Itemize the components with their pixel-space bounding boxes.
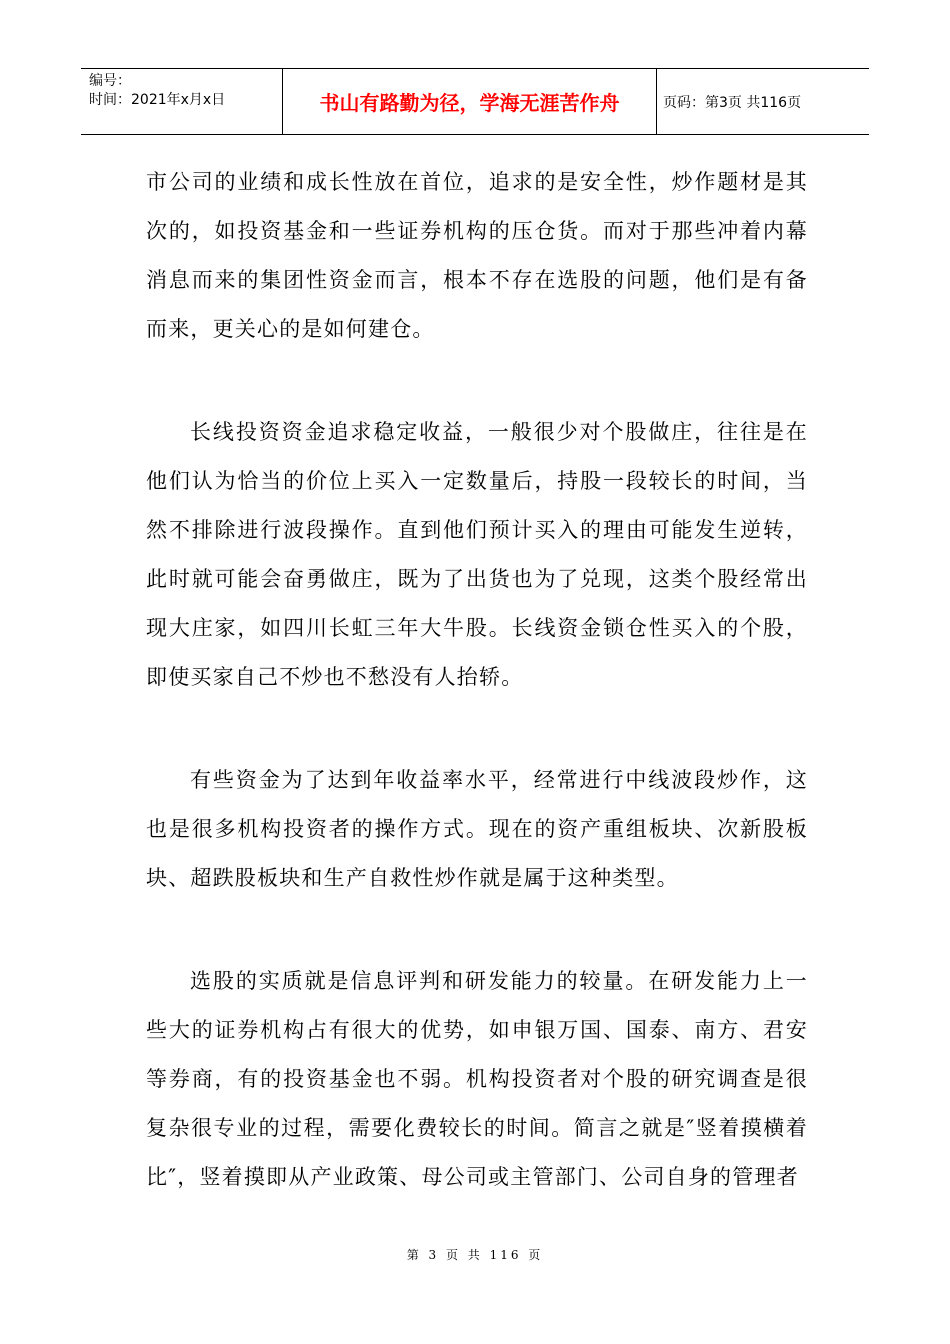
document-header: [81, 68, 869, 135]
page-footer: 第 3 页 共 116 页: [406, 1248, 544, 1262]
page-info: 页码：第3页 共116页: [663, 94, 802, 111]
paragraph: 市公司的业绩和成长性放在首位，追求的是安全性，炒作题材是其次的，如投资基金和一些证券机构的压仓货。而对于那些冲着内幕消息而来的集团性资金而言，根本不存在选股的问题，他们是有备而来，更关心的是如何建仓。: [146, 170, 808, 341]
motto: 书山有路勤为径，学海无涯苦作舟: [283, 69, 657, 134]
document-body: [146, 158, 808, 1202]
number-label: 编号：: [89, 73, 131, 89]
paragraph: 长线投资资金追求稳定收益，一般很少对个股做庄，往往是在他们认为恰当的价位上买入一定数量后，持股一段较长的时间，当然不排除进行波段操作。直到他们预计买入的理由可能发生逆转，此时就可能会奋勇做庄，既为了出货也为了兑现，这类个股经常出现大庄家，如四川长虹三年大牛股。长线资金锁仓性买入的个股，即使买家自己不炒也不愁没有人抬轿。: [146, 420, 808, 689]
time-label: 时间：2021年x月x日: [89, 92, 226, 108]
paragraph: 有些资金为了达到年收益率水平，经常进行中线波段炒作，这也是很多机构投资者的操作方式。现在的资产重组板块、次新股板块、超跌股板块和生产自救性炒作就是属于这种类型。: [146, 768, 808, 890]
header-meta-cell: [81, 69, 283, 134]
paragraph: 选股的实质就是信息评判和研发能力的较量。在研发能力上一些大的证券机构占有很大的优势，如申银万国、国泰、南方、君安等券商，有的投资基金也不弱。机构投资者对个股的研究调查是很复杂很专业的过程，需要化费较长的时间。简言之就是″竖着摸横着比″，竖着摸即从产业政策、母公司或主管部门、公司自身的管理者: [146, 969, 808, 1189]
